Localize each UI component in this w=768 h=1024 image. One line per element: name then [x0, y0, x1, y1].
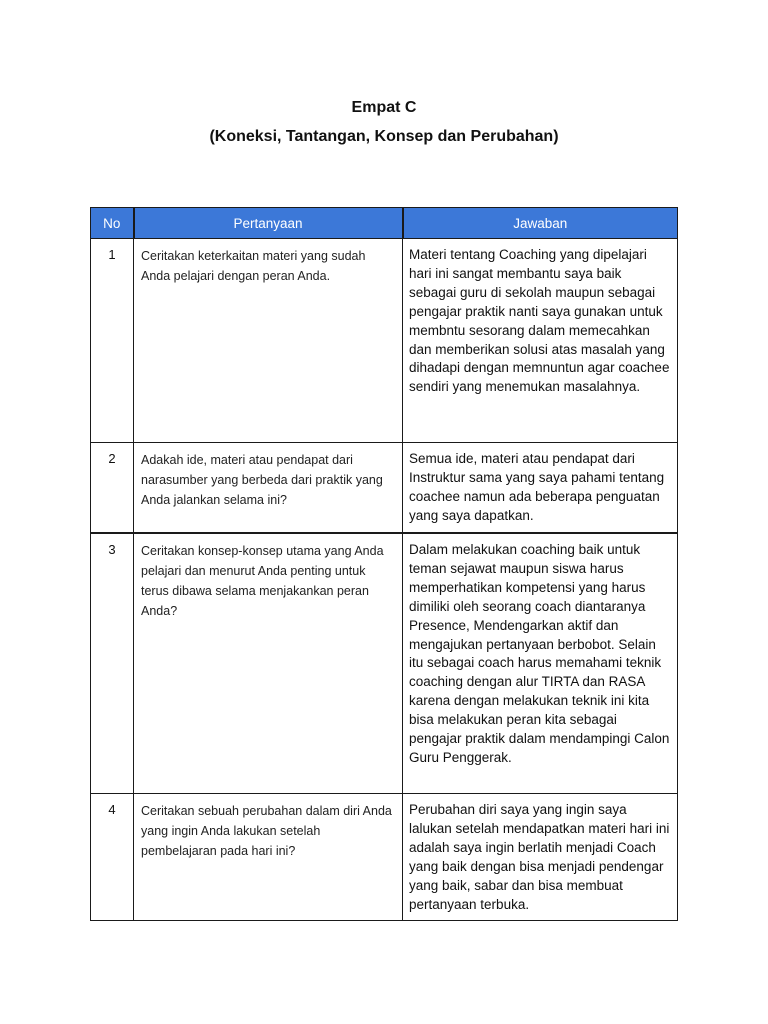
header-no: No	[91, 208, 134, 239]
question-cell: Adakah ide, materi atau pendapat dari narasumber yang berbeda dari praktik yang Anda jalankan selama ini?	[134, 443, 403, 534]
row-number: 4	[91, 794, 134, 921]
document-header	[0, 93, 768, 151]
answer-cell: Semua ide, materi atau pendapat dari Instruktur sama yang saya pahami tentang coachee namun ada beberapa penguatan yang saya dapatkan.	[403, 443, 678, 534]
row-number: 2	[91, 443, 134, 534]
header-question: Pertanyaan	[134, 208, 403, 239]
document-subtitle: (Koneksi, Tantangan, Konsep dan Perubahan)	[209, 128, 559, 145]
table-header-row	[91, 208, 678, 239]
reflection-table	[90, 207, 678, 921]
table-row	[91, 239, 678, 443]
header-answer: Jawaban	[403, 208, 678, 239]
table-row	[91, 533, 678, 794]
question-cell: Ceritakan sebuah perubahan dalam diri Anda yang ingin Anda lakukan setelah pembelajaran pada hari ini?	[134, 794, 403, 921]
table-row	[91, 443, 678, 534]
answer-cell: Materi tentang Coaching yang dipelajari hari ini sangat membantu saya baik sebagai guru di sekolah maupun sebagai pengajar praktik nanti saya gunakan untuk membntu sesorang dalam memecahkan dan memberikan solusi atas masalah yang dihadapi dengan memnuntun agar coachee sendiri yang menemukan masalahnya.	[403, 239, 678, 443]
row-number: 1	[91, 239, 134, 443]
question-cell: Ceritakan keterkaitan materi yang sudah Anda pelajari dengan peran Anda.	[134, 239, 403, 443]
question-cell: Ceritakan konsep-konsep utama yang Anda pelajari dan menurut Anda penting untuk terus dibawa selama menjakankan peran Anda?	[134, 533, 403, 794]
document-title: Empat C	[351, 99, 417, 116]
row-number: 3	[91, 533, 134, 794]
answer-cell: Dalam melakukan coaching baik untuk teman sejawat maupun siswa harus memperhatikan kompetensi yang harus dimiliki oleh seorang coach diantaranya Presence, Mendengarkan aktif dan mengajukan pertanyaan berbobot. Selain itu sebagai coach harus memahami teknik coaching dengan alur TIRTA dan RASA karena dengan melakukan teknik ini kita bisa melakukan peran kita sebagai pengajar praktik dalam mendampingi Calon Guru Penggerak.	[403, 533, 678, 794]
table-row	[91, 794, 678, 921]
answer-cell: Perubahan diri saya yang ingin saya lalukan setelah mendapatkan materi hari ini adalah saya ingin berlatih menjadi Coach yang baik dengan bisa menjadi pendengar yang baik, sabar dan bisa membuat pertanyaan terbuka.	[403, 794, 678, 921]
